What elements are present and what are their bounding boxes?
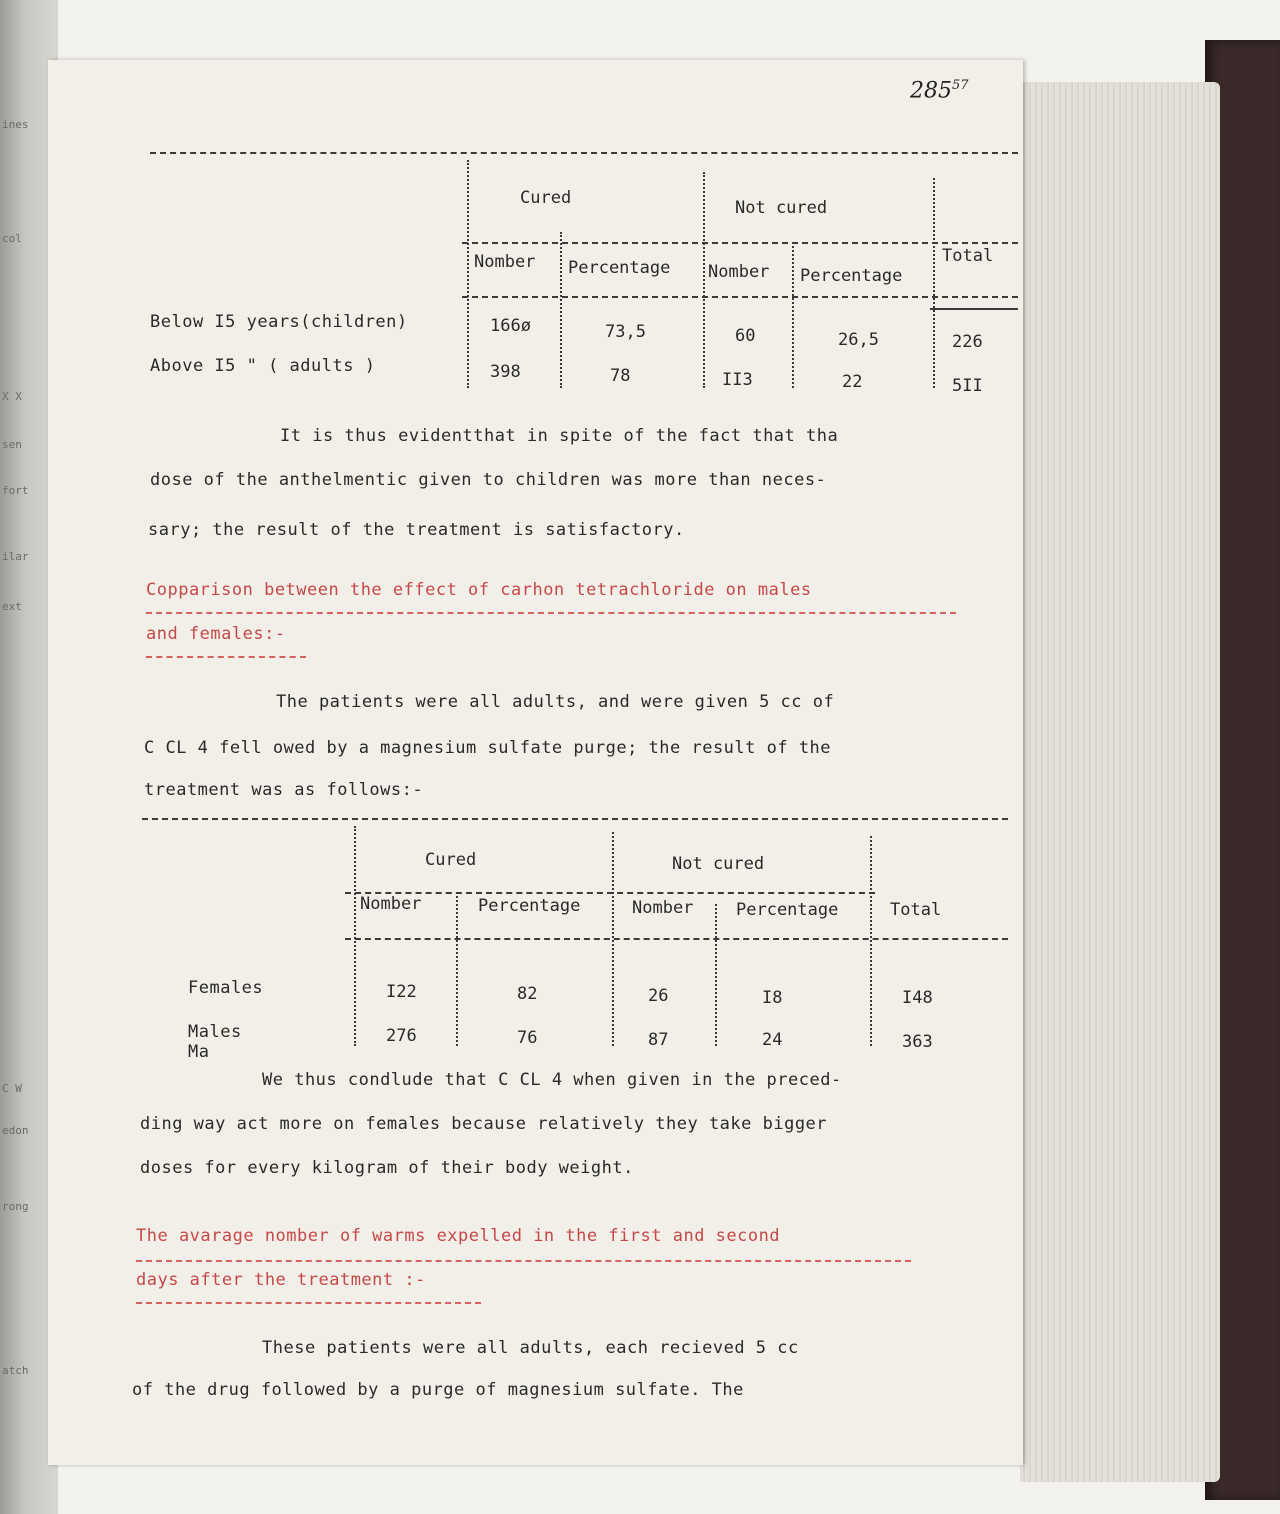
left-page-fragment: rong: [2, 1200, 29, 1213]
cell-total: 226: [952, 332, 983, 352]
left-page-fragment: ines: [2, 118, 29, 131]
cell-not-cured-number: 60: [735, 326, 756, 346]
left-page-fragment: ext: [2, 600, 22, 613]
left-page-fragment: atch: [2, 1364, 29, 1377]
paragraph-line: C CL 4 fell owed by a magnesium sulfate purge; the result of the: [144, 738, 832, 758]
header-not-cured: Not cured: [672, 854, 765, 874]
paragraph-line: doses for every kilogram of their body weight.: [140, 1158, 634, 1178]
section-heading: and females:-: [146, 624, 286, 644]
left-page-fragment: sen: [2, 438, 22, 451]
header-number-cured: Nomber: [360, 894, 422, 914]
cell-not-cured-percentage: 26,5: [838, 330, 879, 350]
cell-cured-number: 398: [490, 362, 521, 382]
paragraph-line: treatment was as follows:-: [144, 780, 424, 800]
page-stack: [1020, 82, 1220, 1482]
stray-typewriter-mark: Ma: [188, 1042, 210, 1062]
paragraph-line: sary; the result of the treatment is satisfactory.: [148, 520, 685, 540]
header-number-cured: Nomber: [474, 252, 536, 272]
header-percentage-cured: Percentage: [478, 896, 581, 916]
header-number-not-cured: Nomber: [708, 262, 770, 282]
header-cured: Cured: [425, 850, 477, 870]
cell-not-cured-number: 26: [648, 986, 669, 1006]
cell-not-cured-percentage: 24: [762, 1030, 783, 1050]
paragraph-line: ding way act more on females because relatively they take bigger: [140, 1114, 828, 1134]
page-number: $285^{57}$: [910, 78, 969, 104]
paragraph-line: The patients were all adults, and were given 5 cc of: [276, 692, 835, 712]
paragraph-line: of the drug followed by a purge of magnesium sulfate. The: [132, 1380, 744, 1400]
left-page-fragment: C W: [2, 1082, 22, 1095]
cell-cured-number: I22: [386, 982, 417, 1002]
left-page-fragment: fort: [2, 484, 29, 497]
left-page-fragment: ilar: [2, 550, 29, 563]
cell-cured-percentage: 78: [610, 366, 631, 386]
cell-not-cured-percentage: I8: [762, 988, 783, 1008]
paragraph-line: These patients were all adults, each recieved 5 cc: [262, 1338, 799, 1358]
cell-total: 5II: [952, 376, 983, 396]
cell-not-cured-number: II3: [722, 370, 753, 390]
left-page-fragment: X X: [2, 390, 22, 403]
paragraph-line: dose of the anthelmentic given to children was more than neces-: [150, 470, 827, 490]
section-heading: days after the treatment :-: [136, 1270, 426, 1290]
cell-cured-percentage: 82: [517, 984, 538, 1004]
header-total: Total: [942, 246, 994, 266]
left-page-fragment: edon: [2, 1124, 29, 1137]
header-percentage-cured: Percentage: [568, 258, 671, 278]
paragraph-line: It is thus evidentthat in spite of the fact that tha: [280, 426, 839, 446]
header-number-not-cured: Nomber: [632, 898, 694, 918]
cell-not-cured-percentage: 22: [842, 372, 863, 392]
cell-total: I48: [902, 988, 933, 1008]
cell-cured-percentage: 73,5: [605, 322, 646, 342]
paragraph-line: We thus condlude that C CL 4 when given in the preced-: [262, 1070, 842, 1090]
header-percentage-not-cured: Percentage: [800, 266, 903, 286]
left-page-fragment: col: [2, 232, 22, 245]
header-total: Total: [890, 900, 942, 920]
section-heading: Copparison between the effect of carhon tetrachloride on males: [146, 580, 812, 600]
header-cured: Cured: [520, 188, 572, 208]
cell-cured-percentage: 76: [517, 1028, 538, 1048]
row-label: Males: [188, 1022, 242, 1042]
row-label: Below I5 years(children): [150, 312, 408, 332]
cell-total: 363: [902, 1032, 933, 1052]
header-not-cured: Not cured: [735, 198, 828, 218]
cell-cured-number: 166ø: [490, 316, 531, 336]
header-percentage-not-cured: Percentage: [736, 900, 839, 920]
cell-not-cured-number: 87: [648, 1030, 669, 1050]
row-label: Females: [188, 978, 264, 998]
row-label: Above I5 " ( adults ): [150, 356, 376, 376]
section-heading: The avarage nomber of warms expelled in the first and second: [136, 1226, 781, 1246]
cell-cured-number: 276: [386, 1026, 417, 1046]
